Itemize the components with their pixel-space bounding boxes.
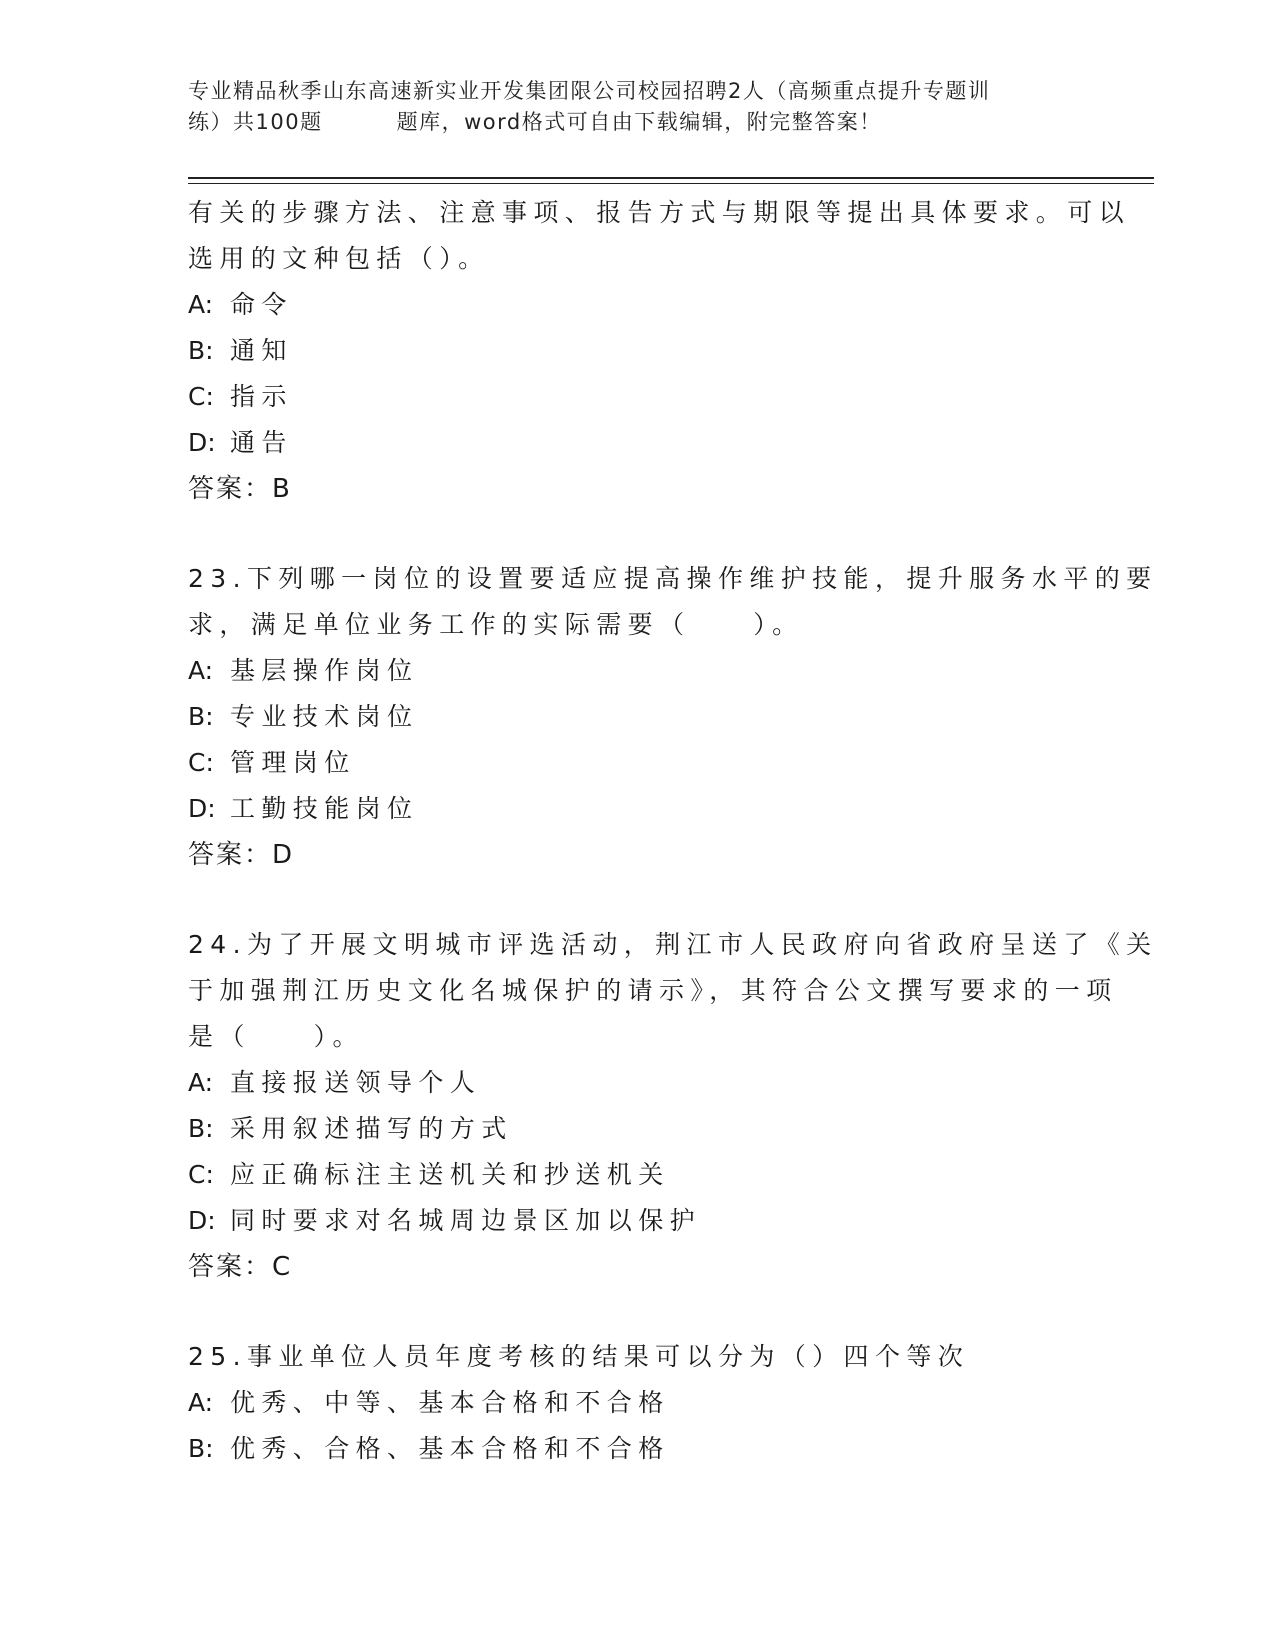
option-label: A: [188,1388,214,1417]
option-text: 直接报送领导个人 [230,1068,482,1097]
question-text-line: 求，满足单位业务工作的实际需要（ ）。 [188,610,804,639]
header-title-line-2 [188,107,1088,138]
option-label: B: [188,1434,214,1463]
question-block [188,190,1131,512]
option-a [188,1380,1088,1426]
question-text-line: 于加强荆江历史文化名城保护的请示》，其符合公文撰写要求的一项 [188,976,1118,1005]
option-text: 专业技术岗位 [230,702,419,731]
question-block [188,556,1158,878]
option-c [188,740,1088,786]
option-a [188,1060,1088,1106]
option-c [188,1152,1088,1198]
question-text-line: 选用的文种包括（）。 [188,244,490,273]
question-text-line: 25.事业单位人员年度考核的结果可以分为（）四个等次 [188,1342,970,1371]
question-block [188,1334,1088,1472]
option-d [188,420,1088,466]
option-label: A: [188,656,214,685]
option-label: A: [188,290,214,319]
option-d [188,1198,1088,1244]
option-b [188,1106,1088,1152]
option-c [188,374,1088,420]
option-label: C: [188,748,214,777]
option-label: D: [188,1206,216,1235]
header-title-line-2-part-a: 练）共100题 [188,110,323,134]
option-text: 通知 [230,336,293,365]
header-title-line-1: 专业精品秋季山东高速新实业开发集团限公司校园招聘2人（高频重点提升专题训 [188,79,991,103]
question-text-line: 23.下列哪一岗位的设置要适应提高操作维护技能，提升服务水平的要 [188,564,1158,593]
page-header [188,76,1088,138]
question-text-line: 有关的步骤方法、注意事项、报告方式与期限等提出具体要求。可以 [188,198,1131,227]
option-label: C: [188,1160,214,1189]
header-title-line-2-part-b: 题库，word格式可自由下载编辑，附完整答案！ [396,110,882,134]
option-text: 采用叙述描写的方式 [230,1114,513,1143]
question-block [188,922,1158,1290]
option-b [188,694,1088,740]
option-label: B: [188,336,214,365]
option-text: 命令 [230,290,293,319]
option-label: D: [188,794,216,823]
option-a [188,282,1088,328]
option-text: 指示 [230,382,293,411]
option-b [188,328,1088,374]
option-label: B: [188,702,214,731]
option-text: 基层操作岗位 [230,656,419,685]
question-list [188,190,1158,1472]
option-text: 优秀、合格、基本合格和不合格 [230,1434,670,1463]
answer-line: 答案：C [188,1252,293,1282]
option-label: D: [188,428,216,457]
header-rule-thin [188,183,1154,184]
question-text-line: 是（ ）。 [188,1022,364,1051]
header-rule-thick [188,177,1154,179]
option-label: C: [188,382,214,411]
answer-line: 答案：D [188,840,295,870]
answer-line: 答案：B [188,474,292,504]
option-text: 管理岗位 [230,748,356,777]
option-a [188,648,1088,694]
option-b [188,1426,1088,1472]
question-text-line: 24.为了开展文明城市评选活动，荆江市人民政府向省政府呈送了《关 [188,930,1158,959]
option-text: 同时要求对名城周边景区加以保护 [230,1206,702,1235]
option-text: 通告 [230,428,293,457]
option-d [188,786,1088,832]
option-text: 工勤技能岗位 [230,794,419,823]
option-text: 应正确标注主送机关和抄送机关 [230,1160,670,1189]
option-text: 优秀、中等、基本合格和不合格 [230,1388,670,1417]
option-label: B: [188,1114,214,1143]
option-label: A: [188,1068,214,1097]
